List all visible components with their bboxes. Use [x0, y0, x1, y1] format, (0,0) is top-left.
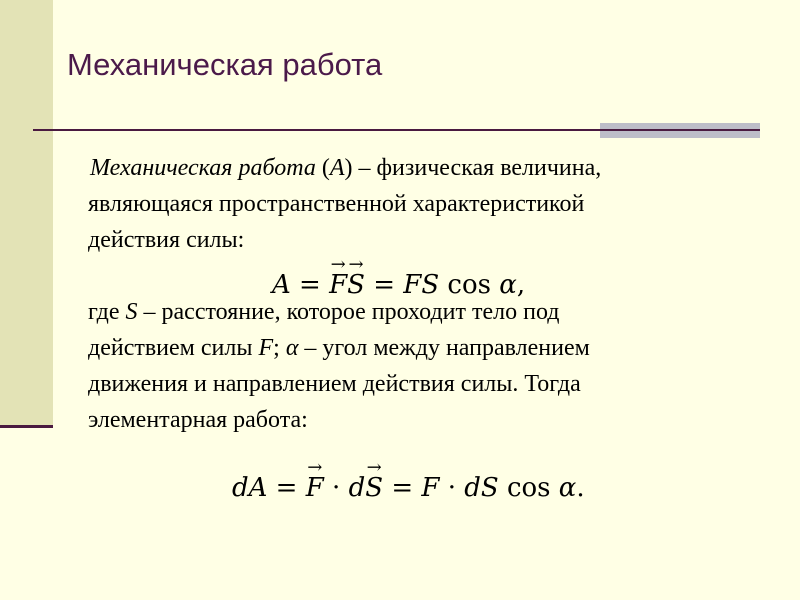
- formula-1-alpha: α: [499, 270, 517, 300]
- definition-line-1-rest: ) – физическая величина,: [344, 155, 602, 181]
- formula-2-period: .: [576, 473, 585, 503]
- formula-1-equals-1: =: [290, 270, 330, 300]
- formula-1-fs: FS: [403, 270, 440, 300]
- formula-2-dot-2: ·: [439, 473, 465, 503]
- explanation-line-3: движения и направлением действия силы. Тогда: [88, 371, 581, 397]
- explanation-line-2-rest: – угол между направлением: [298, 335, 590, 361]
- definition-open-paren: (: [315, 155, 330, 181]
- formula-1-equals-2: =: [364, 270, 404, 300]
- formula-1-force-vector: → F: [329, 270, 347, 300]
- explanation-line-2: [88, 330, 778, 366]
- left-band-tick: [0, 425, 53, 428]
- formula-2-alpha: α: [558, 473, 577, 503]
- title-rule-block-line: [600, 129, 760, 131]
- definition-line-2: являющаяся пространственной характеристикой: [88, 191, 585, 217]
- definition-term: Механическая работа: [90, 155, 316, 181]
- explanation-symbol-f: F: [258, 335, 274, 361]
- formula-2-dot-1: ·: [323, 473, 349, 503]
- definition-symbol: A: [329, 155, 345, 181]
- formula-1-displacement-vector: → S: [347, 270, 365, 300]
- definition-line-1: [88, 150, 778, 186]
- definition-line-3: действия силы:: [88, 227, 245, 253]
- formula-1-work-symbol: A: [272, 270, 291, 300]
- explanation-line-1-rest: – расстояние, которое проходит тело под: [137, 299, 560, 325]
- explanation-where: где: [88, 299, 126, 325]
- formula-2-ds: dS: [464, 473, 499, 503]
- formula-2-cos: cos: [498, 473, 559, 503]
- formula-2-force-vector: → F: [306, 473, 324, 503]
- explanation-symbol-alpha: α: [285, 335, 299, 361]
- left-decorative-band: [0, 0, 53, 425]
- formula-2-equals-2: =: [383, 473, 422, 503]
- explanation-semicolon: ;: [273, 335, 286, 361]
- slide-title: Механическая работа: [67, 47, 383, 82]
- formula-2-f: F: [421, 473, 440, 503]
- formula-1-cos: cos: [439, 270, 500, 300]
- explanation-line-4: элементарная работа:: [88, 407, 308, 433]
- formula-1-comma: ,: [516, 270, 526, 300]
- formula-2-displacement-vector: → S: [365, 473, 383, 503]
- work-formula: [272, 270, 525, 300]
- formula-2-d: d: [348, 473, 366, 503]
- explanation-line-2-start: действием силы: [88, 335, 259, 361]
- explanation-symbol-s: S: [125, 299, 138, 325]
- formula-2-da: dA: [232, 473, 268, 503]
- formula-2-equals-1: =: [267, 473, 306, 503]
- elementary-work-formula: [232, 473, 585, 503]
